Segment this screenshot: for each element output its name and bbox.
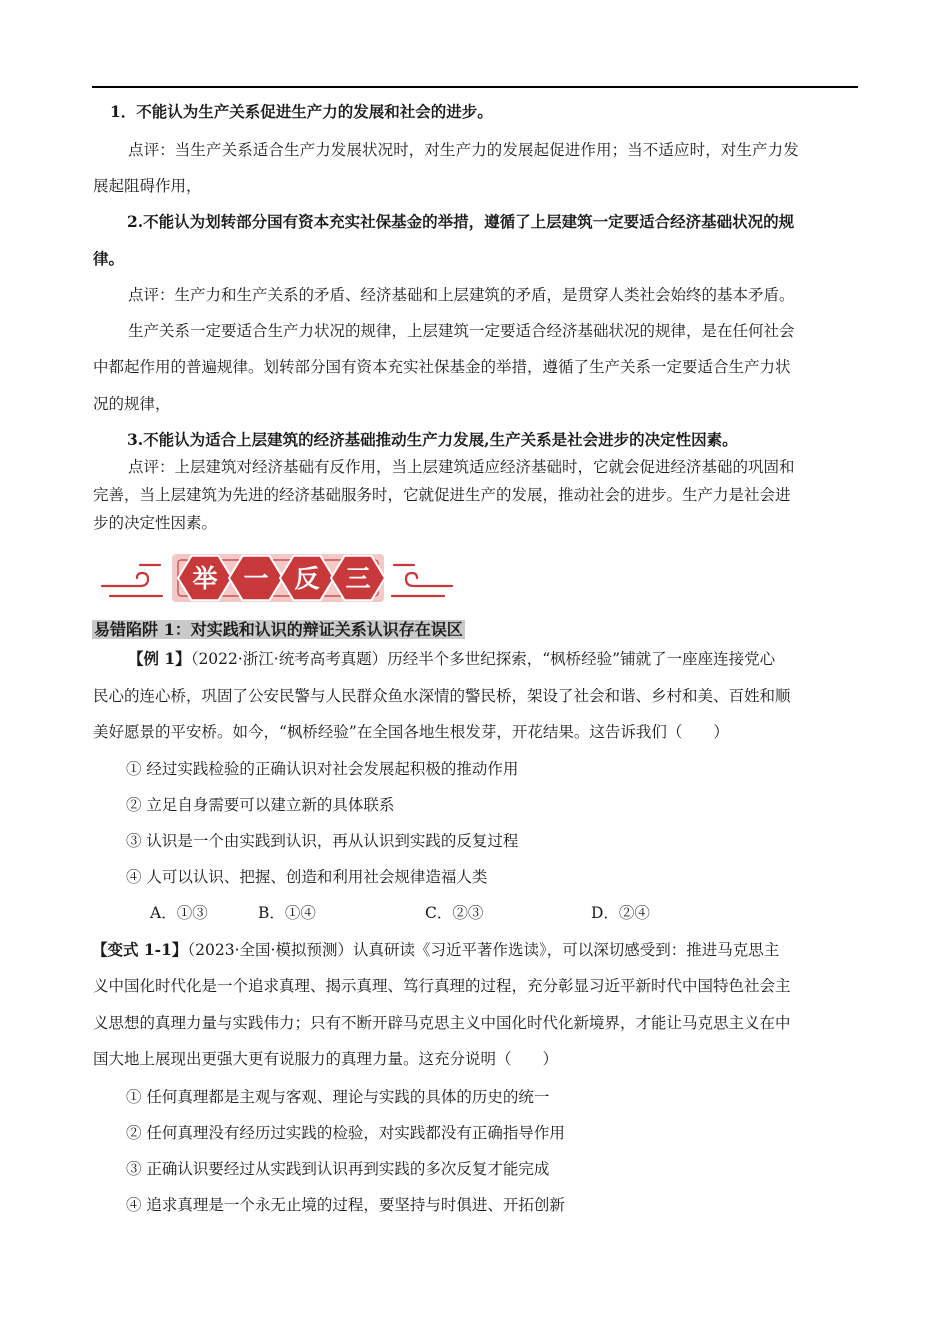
option-c: C．②③ — [425, 904, 484, 922]
option-b: B．①④ — [258, 904, 316, 922]
example-1-item: ③ 认识是一个由实践到认识，再从认识到实践的反复过程 — [126, 832, 519, 850]
example-1-options — [0, 903, 950, 923]
option-d: D．②④ — [591, 904, 650, 922]
pitfall-3-comment-line: 点评：上层建筑对经济基础有反作用，当上层建筑适应经济基础时，它就会促进经济基础的巩固和 — [128, 458, 795, 476]
example-1-item: ② 立足自身需要可以建立新的具体联系 — [126, 796, 395, 814]
pitfall-1-title: 1．不能认为生产关系促进生产力的发展和社会的进步。 — [110, 102, 493, 121]
pitfall-2-title: 2.不能认为划转部分国有资本充实社保基金的举措，遵循了上层建筑一定要适合经济基础状况的规 — [127, 212, 795, 231]
pitfall-2-comment-line: 况的规律， — [93, 395, 171, 413]
example-1-text: （2022·浙江·统考高考真题）历经半个多世纪探索，“枫桥经验”铺就了一座座连接党心 — [190, 650, 776, 668]
variant-1-1-line — [92, 940, 779, 960]
pitfall-3-comment-line: 完善，当上层建筑为先进的经济基础服务时，它就促进生产的发展，推动社会的进步。生产力是社会进 — [93, 486, 791, 504]
section-heading — [92, 620, 465, 640]
variant-1-1-text: （2023·全国·模拟预测）认真研读《习近平著作选读》，可以深切感受到：推进马克思主 — [187, 941, 780, 959]
banner-char: 反 — [294, 564, 320, 593]
header-rule — [92, 86, 858, 88]
option-a: A．①③ — [150, 904, 208, 922]
example-1-item: ④ 人可以认识、把握、创造和利用社会规律造福人类 — [126, 868, 488, 886]
banner-ju-yi-fan-san — [100, 546, 455, 610]
pitfall-2-title: 律。 — [93, 249, 125, 268]
variant-1-1-item: ③ 正确认识要经过从实践到认识再到实践的多次反复才能完成 — [126, 1160, 550, 1178]
variant-1-1-item: ② 任何真理没有经历过实践的检验，对实践都没有正确指导作用 — [126, 1124, 565, 1142]
pitfall-1-comment-line: 点评：当生产关系适合生产力发展状况时，对生产力的发展起促进作用；当不适应时，对生产力发 — [128, 141, 799, 159]
section-heading-text: 易错陷阱 1：对实践和认识的辩证关系认识存在误区 — [94, 620, 463, 639]
example-1-item: ① 经过实践检验的正确认识对社会发展起积极的推动作用 — [126, 760, 519, 778]
pitfall-1-comment-line: 展起阻碍作用， — [93, 177, 202, 195]
pitfall-3-title: 3.不能认为适合上层建筑的经济基础推动生产力发展,生产关系是社会进步的决定性因素。 — [127, 430, 738, 449]
banner-right-swirl — [392, 565, 452, 596]
example-1-label: 【例 1】 — [128, 649, 191, 668]
variant-1-1-label: 【变式 1-1】 — [92, 940, 188, 959]
example-1-line — [128, 649, 775, 669]
banner-left-swirl — [102, 565, 162, 596]
variant-1-1-item: ④ 追求真理是一个永无止境的过程，要坚持与时俱进、开拓创新 — [126, 1196, 565, 1214]
example-1-line: 民心的连心桥，巩固了公安民警与人民群众鱼水深情的警民桥，架设了社会和谐、乡村和美、百姓和顺 — [93, 687, 791, 705]
variant-1-1-line: 义思想的真理力量与实践伟力；只有不断开辟马克思主义中国化时代化新境界，才能让马克思主义在中 — [93, 1014, 791, 1032]
banner-char: 一 — [243, 564, 269, 593]
variant-1-1-line: 义中国化时代化是一个追求真理、揭示真理、笃行真理的过程，充分彰显习近平新时代中国特色社会主 — [93, 977, 791, 995]
pitfall-2-comment-line: 点评：生产力和生产关系的矛盾、经济基础和上层建筑的矛盾，是贯穿人类社会始终的基本矛盾。 — [128, 286, 795, 304]
pitfall-3-comment-line: 步的决定性因素。 — [93, 514, 218, 532]
pitfall-2-comment-line: 生产关系一定要适合生产力状况的规律，上层建筑一定要适合经济基础状况的规律，是在任何社会 — [128, 322, 795, 340]
variant-1-1-item: ① 任何真理都是主观与客观、理论与实践的具体的历史的统一 — [126, 1088, 550, 1106]
banner-char: 三 — [345, 564, 371, 593]
banner-char: 举 — [192, 564, 218, 593]
pitfall-2-comment-line: 中都起作用的普遍规律。划转部分国有资本充实社保基金的举措，遵循了生产关系一定要适合生产力状 — [93, 358, 791, 376]
example-1-line: 美好愿景的平安桥。如今，“枫桥经验”在全国各地生根发芽，开花结果。这告诉我们（ ） — [93, 723, 729, 741]
variant-1-1-line: 国大地上展现出更强大更有说服力的真理力量。这充分说明（ ） — [93, 1050, 559, 1068]
